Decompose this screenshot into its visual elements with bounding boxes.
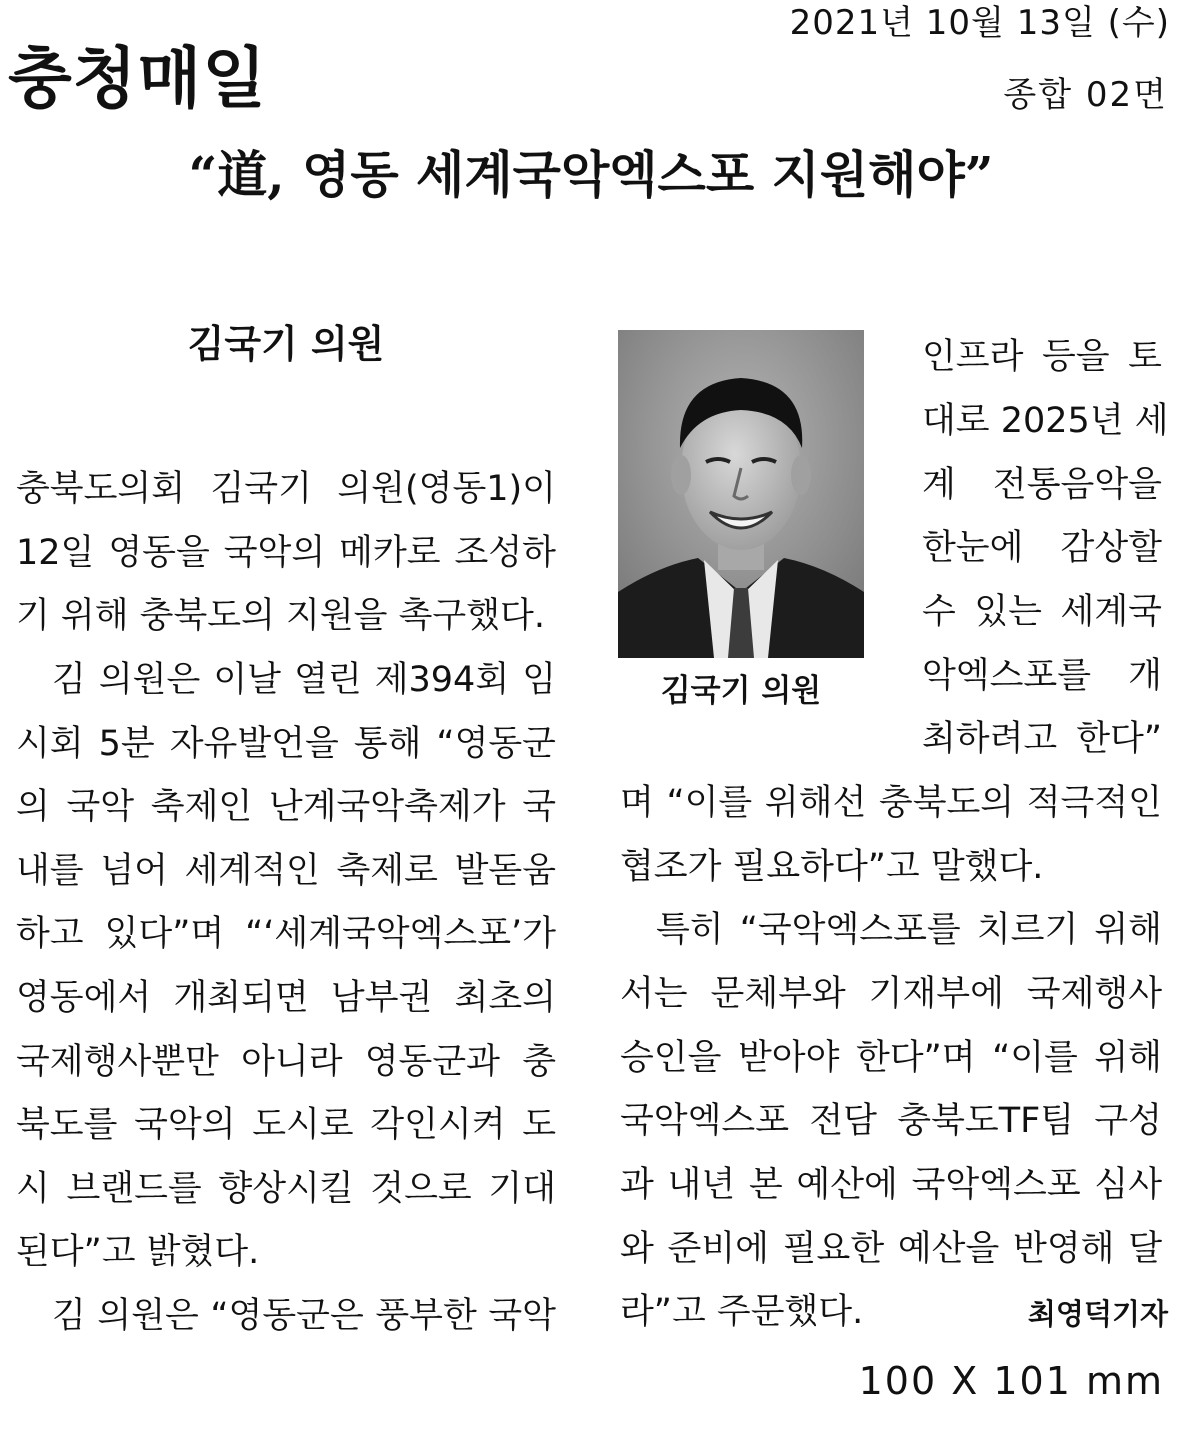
text-line: 라”고 주문했다. [620,1292,864,1332]
text-line: 악엑스포를 개 [922,656,1162,696]
text-line: 국악엑스포 전담 충북도TF팀 구성 [620,1101,1162,1141]
text-line: 영동에서 개최되면 남부권 최초의 [16,978,556,1018]
text-line: 수 있는 세계국 [922,592,1162,632]
text-line: 한눈에 감상할 [922,528,1162,568]
text-line: 된다”고 밝혔다. [16,1232,260,1272]
text-line: 북도를 국악의 도시로 각인시켜 도 [16,1105,556,1145]
text-line: 시회 5분 자유발언을 통해 “영동군 [16,724,556,764]
text-line: 협조가 필요하다”고 말했다. [620,847,1044,887]
text-line: 시 브랜드를 향상시킬 것으로 기대 [16,1169,556,1209]
article-subhead: 김국기 의원 [187,322,385,366]
text-line: 와 준비에 필요한 예산을 반영해 달 [620,1229,1162,1269]
text-line: 김 의원은 “영동군은 풍부한 국악 [52,1296,556,1336]
portrait-image [618,330,864,658]
text-line: 의 국악 축제인 난계국악축제가 국 [16,787,556,827]
text-line: 12일 영동을 국악의 메카로 조성하 [16,533,556,573]
text-line: 하고 있다”며 “‘세계국악엑스포’가 [16,914,556,954]
clipping-size: 100 X 101 mm [858,1359,1164,1403]
text-line: 충북도의회 김국기 의원(영동1)이 [16,469,556,509]
article-headline: “道, 영동 세계국악엑스포 지원해야” [188,145,994,204]
text-line: 최하려고 한다” [922,719,1162,759]
text-line: 대로 2025년 세 [922,401,1169,441]
text-line: 기 위해 충북도의 지원을 촉구했다. [16,596,545,636]
reporter-photo [618,330,864,658]
text-line: 인프라 등을 토 [922,337,1162,377]
text-line: 며 “이를 위해선 충북도의 적극적인 [620,783,1162,823]
text-line: 내를 넘어 세계적인 축제로 발돋움 [16,851,556,891]
text-line: 과 내년 본 예산에 국악엑스포 심사 [620,1165,1162,1205]
text-line: 국제행사뿐만 아니라 영동군과 충 [16,1042,556,1082]
reporter-byline: 최영덕기자 [1027,1297,1168,1331]
text-line: 김 의원은 이날 열린 제394회 임 [52,660,556,700]
newspaper-name: 충청매일 [8,40,268,117]
text-line: 특히 “국악엑스포를 치르기 위해 [656,910,1162,950]
text-line: 승인을 받아야 한다”며 “이를 위해 [620,1038,1162,1078]
photo-caption: 김국기 의원 [660,673,822,709]
text-line: 서는 문체부와 기재부에 국제행사 [620,974,1162,1014]
publication-date: 2021년 10월 13일 (수) [789,3,1170,43]
page-section: 종합 02면 [1003,75,1168,115]
text-line: 계 전통음악을 [922,465,1162,505]
